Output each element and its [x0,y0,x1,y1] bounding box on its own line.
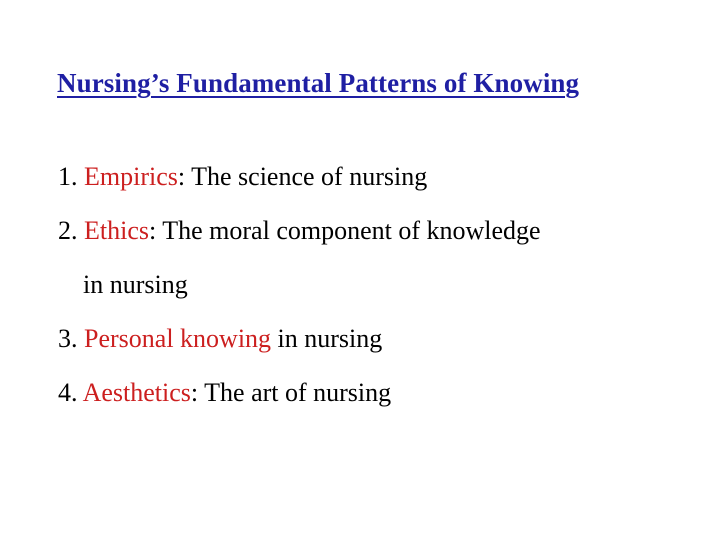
item-term: Ethics [84,216,149,245]
list-item-empirics [58,162,541,192]
item-number: 3. [58,324,84,353]
list-item-ethics [58,216,541,300]
knowing-patterns-list [58,162,541,432]
item-description: : The art of nursing [190,378,392,407]
item-description: : The science of nursing [177,162,428,191]
item-number: 2. [58,216,84,245]
item-term: Personal knowing [84,324,272,353]
item-description: : The moral component of knowledge [149,216,541,245]
item-term: Empirics [84,162,178,191]
list-item-personal-knowing [58,324,541,354]
slide-title: Nursing’s Fundamental Patterns of Knowing [57,68,580,98]
item-continuation: in nursing [83,270,188,299]
item-term: Aesthetics [82,378,191,407]
item-number: 4. [58,378,83,407]
list-item-aesthetics [58,378,541,408]
item-number: 1. [58,162,84,191]
item-description: in nursing [271,324,383,353]
